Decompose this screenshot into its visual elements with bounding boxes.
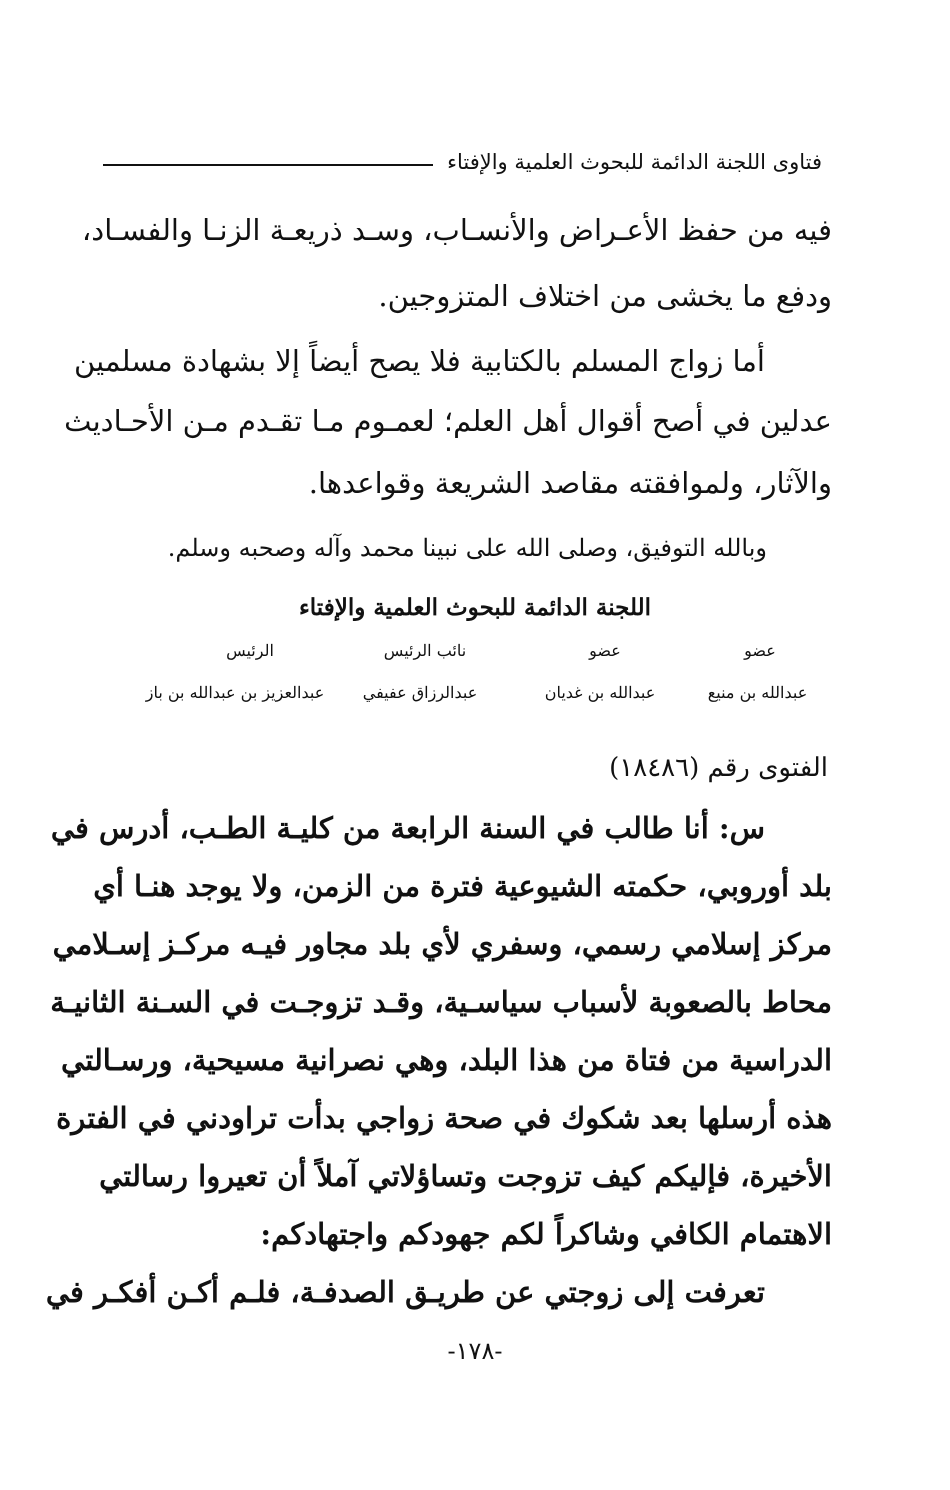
text-line: ودفع ما يخشى من اختلاف المتزوجين. <box>378 279 832 313</box>
text-line: عدلين في أصح أقوال أهل العلم؛ لعمـوم مـا تقـدم مـن الأحـاديث <box>64 404 832 438</box>
question-line: مركز إسلامي رسمي، وسفري لأي بلد مجاور فيـه مركـز إسـلامي <box>52 927 832 961</box>
text-line: فيه من حفظ الأعـراض والأنسـاب، وسـد ذريعـة الزنـا والفسـاد، <box>81 213 832 247</box>
signature-name: عبدالله بن غديان <box>544 683 656 702</box>
question-line: الاهتمام الكافي وشاكراً لكم جهودكم واجتهادكم: <box>260 1217 832 1251</box>
question-line: هذه أرسلها بعد شكوك في صحة زواجي بدأت تراودني في الفترة <box>56 1101 832 1135</box>
question-line: الدراسية من فتاة من هذا البلد، وهي نصرانية مسيحية، ورسـالتي <box>61 1043 832 1077</box>
signature-name: عبدالعزيز بن عبدالله بن باز <box>145 683 325 702</box>
header-title: فتاوى اللجنة الدائمة للبحوث العلمية والإفتاء <box>447 150 822 174</box>
header-rule <box>103 164 433 166</box>
committee-name: اللجنة الدائمة للبحوث العلمية والإفتاء <box>298 594 652 621</box>
fatwa-number: الفتوى رقم (١٨٤٨٦) <box>609 753 828 783</box>
question-line: الأخيرة، فإليكم كيف تزوجت وتساؤلاتي آملاً أن تعيروا رسالتي <box>99 1159 832 1193</box>
text-line: أما زواج المسلم بالكتابية فلا يصح أيضاً إلا بشهادة مسلمين <box>74 344 765 378</box>
closing-line: وبالله التوفيق، وصلى الله على نبينا محمد وآله وصحبه وسلم. <box>167 534 767 562</box>
text-line: والآثار، ولموافقته مقاصد الشريعة وقواعدها. <box>308 466 832 500</box>
question-line: تعرفت إلى زوجتي عن طريـق الصدفـة، فلـم أكـن أفكـر في <box>45 1275 765 1309</box>
question-line: محاط بالصعوبة لأسباب سياسـية، وقـد تزوجـت في السـنة الثانيـة <box>50 985 832 1019</box>
running-header <box>103 142 822 182</box>
signature-name: عبدالرزاق عفيفي <box>362 683 478 702</box>
question-line: س: أنا طالب في السنة الرابعة من كليـة الطـب، أدرس في <box>50 811 765 845</box>
signature-name: عبدالله بن منيع <box>707 683 808 702</box>
signature-role: الرئيس <box>226 641 274 660</box>
signature-role: عضو <box>744 641 776 660</box>
question-line: بلد أوروبي، حكمته الشيوعية فترة من الزمن، ولا يوجد هنـا أي <box>93 869 832 903</box>
signature-role: عضو <box>589 641 621 660</box>
signature-role: نائب الرئيس <box>383 641 467 660</box>
page-number: -١٧٨- <box>447 1337 503 1365</box>
